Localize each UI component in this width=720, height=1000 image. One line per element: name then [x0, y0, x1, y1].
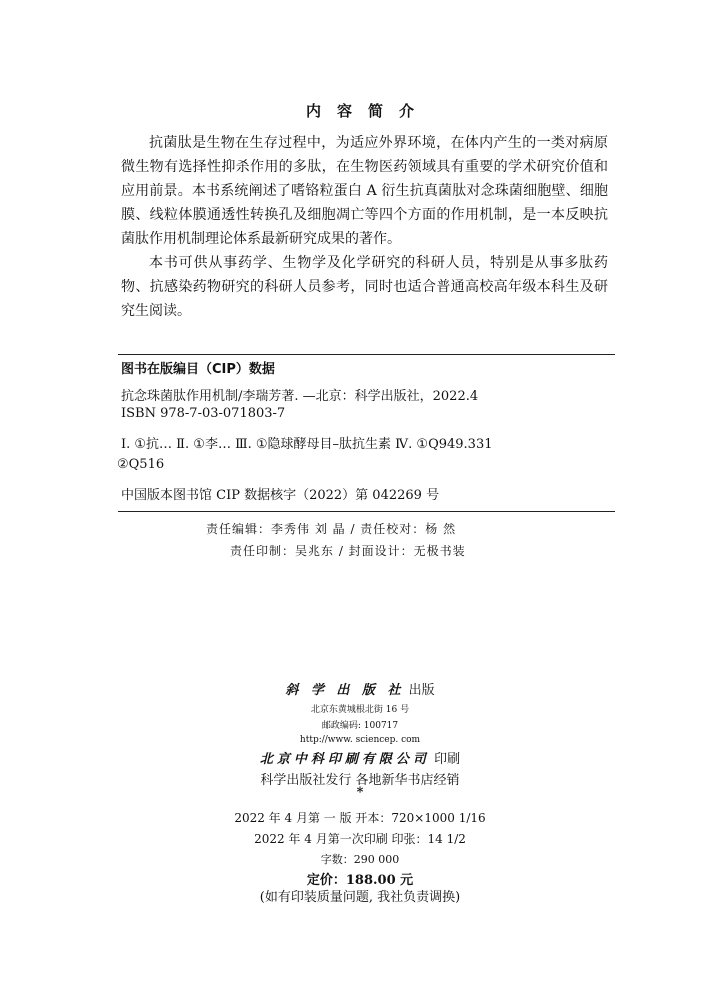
price-value: 188.00 元: [345, 873, 414, 888]
price-label: 定价：: [306, 873, 346, 888]
printer-name: 北京中科印刷有限公司: [259, 752, 430, 767]
distribution-line: 科学出版社发行 各地新华书店经销: [260, 773, 460, 788]
page-title: 内容简介: [305, 102, 430, 120]
cip-classification: Ⅰ. ①抗… Ⅱ. ①李… Ⅲ. ①隐球酵母目–肽抗生素 Ⅳ. ①Q949.331: [121, 437, 493, 452]
publisher-address: 北京东黄城根北街 16 号: [310, 705, 410, 715]
cip-top-divider: [118, 354, 615, 355]
editors-line-2: 责任印制：吴兆东 / 封面设计：无极书装: [230, 544, 466, 558]
publisher-url: http://www. sciencep. com: [299, 735, 421, 745]
editors-line-1: 责任编辑：李秀伟 刘 晶 / 责任校对：杨 然: [206, 522, 457, 536]
cip-bibliographic-entry: 抗念珠菌肽作用机制/李瑞芳著. —北京：科学出版社，2022.4: [121, 389, 479, 404]
cip-bottom-divider: [118, 511, 615, 512]
printing-line: 2022 年 4 月第一次印刷 印张：14 1/2: [254, 832, 466, 846]
edition-line: 2022 年 4 月第 一 版 开本：720×1000 1/16: [234, 811, 486, 825]
cip-classification-cont: ②Q516: [117, 457, 165, 472]
publisher-postcode: 邮政编码: 100717: [321, 721, 399, 731]
word-count: 字数：290 000: [320, 853, 400, 866]
printer-line: [0, 748, 720, 767]
book-introduction: [121, 131, 608, 323]
cip-isbn: ISBN 978-7-03-071803-7: [121, 406, 286, 421]
printer-suffix: 印刷: [434, 752, 461, 767]
intro-paragraph-1: 抗菌肽是生物在生存过程中，为适应外界环境，在体内产生的一类对病原微生物有选择性抑杀作用的多肽，在生物医药领域具有重要的学术研究价值和应用前景。本书系统阐述了嗜铬粒蛋白 A 衍生抗真菌肽对念珠菌细胞壁、细胞膜、线粒体膜通透性转换孔及细胞凋亡等四个方面的作用机制，是一本反映抗菌肽作用机制理论体系最新研究成果的著作。: [121, 135, 608, 247]
cip-heading: 图书在版编目（CIP）数据: [121, 362, 275, 377]
cip-record-number: 中国版本图书馆 CIP 数据核字（2022）第 042269 号: [121, 488, 440, 503]
quality-notice: (如有印装质量问题, 我社负责调换): [259, 890, 461, 905]
separator-star: *: [356, 785, 364, 800]
publisher-suffix: 出版: [408, 683, 435, 698]
intro-paragraph-2: 本书可供从事药学、生物学及化学研究的科研人员，特别是从事多肽药物、抗感染药物研究的科研人员参考，同时也适合普通高校高年级本科生及研究生阅读。: [121, 255, 608, 319]
publisher-name: 斜 学 出 版 社: [285, 683, 405, 698]
publisher-line: [0, 679, 720, 698]
